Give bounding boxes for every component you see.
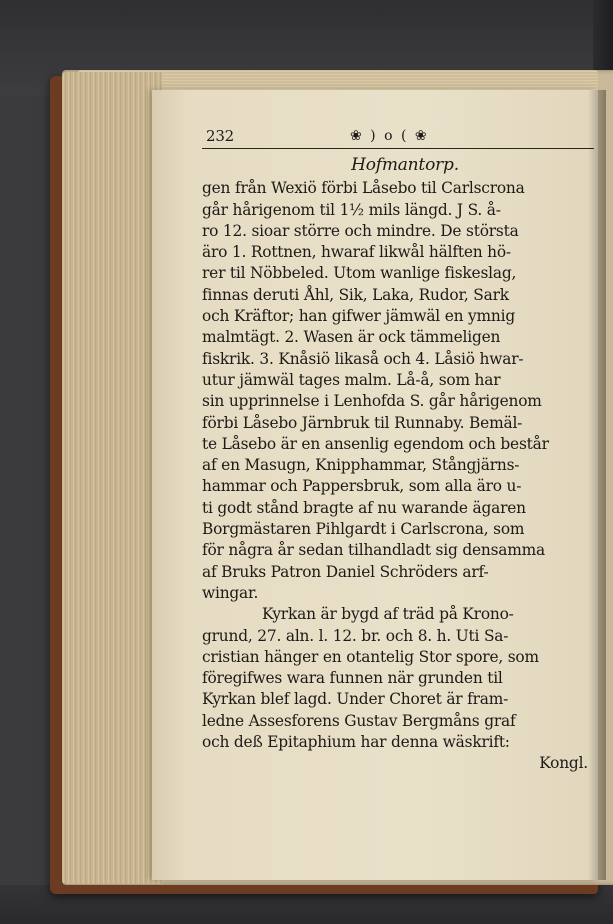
running-head: Hofmantorp. — [351, 155, 459, 175]
text-line: te Låsebo är en ansenlig egendom och består — [202, 434, 549, 453]
page-header — [202, 126, 594, 148]
text-line: och Kräftor; han gifwer jämwäl en ymnig — [202, 307, 515, 326]
text-line: och deß Epitaphium har denna wäskrift: — [202, 733, 510, 752]
text-line: finnas deruti Åhl, Sik, Laka, Rudor, Sark — [202, 285, 509, 304]
header-ornament: ❀ ) o ( ❀ — [350, 128, 429, 144]
text-line: äro 1. Rottnen, hwaraf likwål hälften hö- — [202, 243, 511, 262]
text-line: grund, 27. aln. l. 12. br. och 8. h. Uti Sa- — [202, 626, 509, 645]
text-line: malmtägt. 2. Wasen är ock tämmeligen — [202, 328, 501, 347]
text-line: gen från Wexiö förbi Låsebo til Carlscrona — [202, 179, 525, 198]
text-line: föregifwes wara funnen när grunden til — [202, 669, 503, 688]
text-line: utur jämwäl tages malm. Lå-å, som har — [202, 370, 501, 389]
page-number: 232 — [206, 127, 235, 145]
text-line: ti godt stånd bragte af nu warande ägaren — [202, 498, 526, 517]
text-line: ledne Assesforens Gustav Bergmåns graf — [202, 711, 516, 730]
text-line: wingar. — [202, 583, 259, 602]
text-line: förbi Låsebo Järnbruk til Runnaby. Bemäl- — [202, 413, 523, 432]
text-line: af en Masugn, Knipphammar, Stångjärns- — [202, 456, 520, 475]
text-line: hammar och Pappersbruk, som alla äro u- — [202, 477, 522, 496]
text-line: Borgmästaren Pihlgardt i Carlscrona, som — [202, 520, 525, 539]
text-line: sin upprinnelse i Lenhofda S. går hårigenom — [202, 392, 542, 411]
page-text — [202, 126, 594, 775]
text-line: ro 12. sioar större och mindre. De största — [202, 221, 519, 240]
text-line: rer til Nöbbeled. Utom wanlige fiskeslag, — [202, 264, 517, 283]
page-edges-left — [62, 72, 162, 884]
text-line: går hårigenom til 1½ mils längd. J S. å- — [202, 200, 501, 219]
text-line: af Bruks Patron Daniel Schröders arf- — [202, 562, 489, 581]
text-line: Kyrkan blef lagd. Under Choret är fram- — [202, 690, 509, 709]
text-line: för några år sedan tilhandladt sig densamma — [202, 541, 546, 560]
header-rule — [202, 148, 594, 149]
text-line: Kyrkan är bygd af träd på Krono- — [262, 605, 514, 624]
text-line: fiskrik. 3. Knåsiö likaså och 4. Låsiö hwar- — [202, 349, 524, 368]
text-line: cristian hänger en otantelig Stor spore, som — [202, 647, 539, 666]
catchword: Kongl. — [539, 754, 588, 773]
